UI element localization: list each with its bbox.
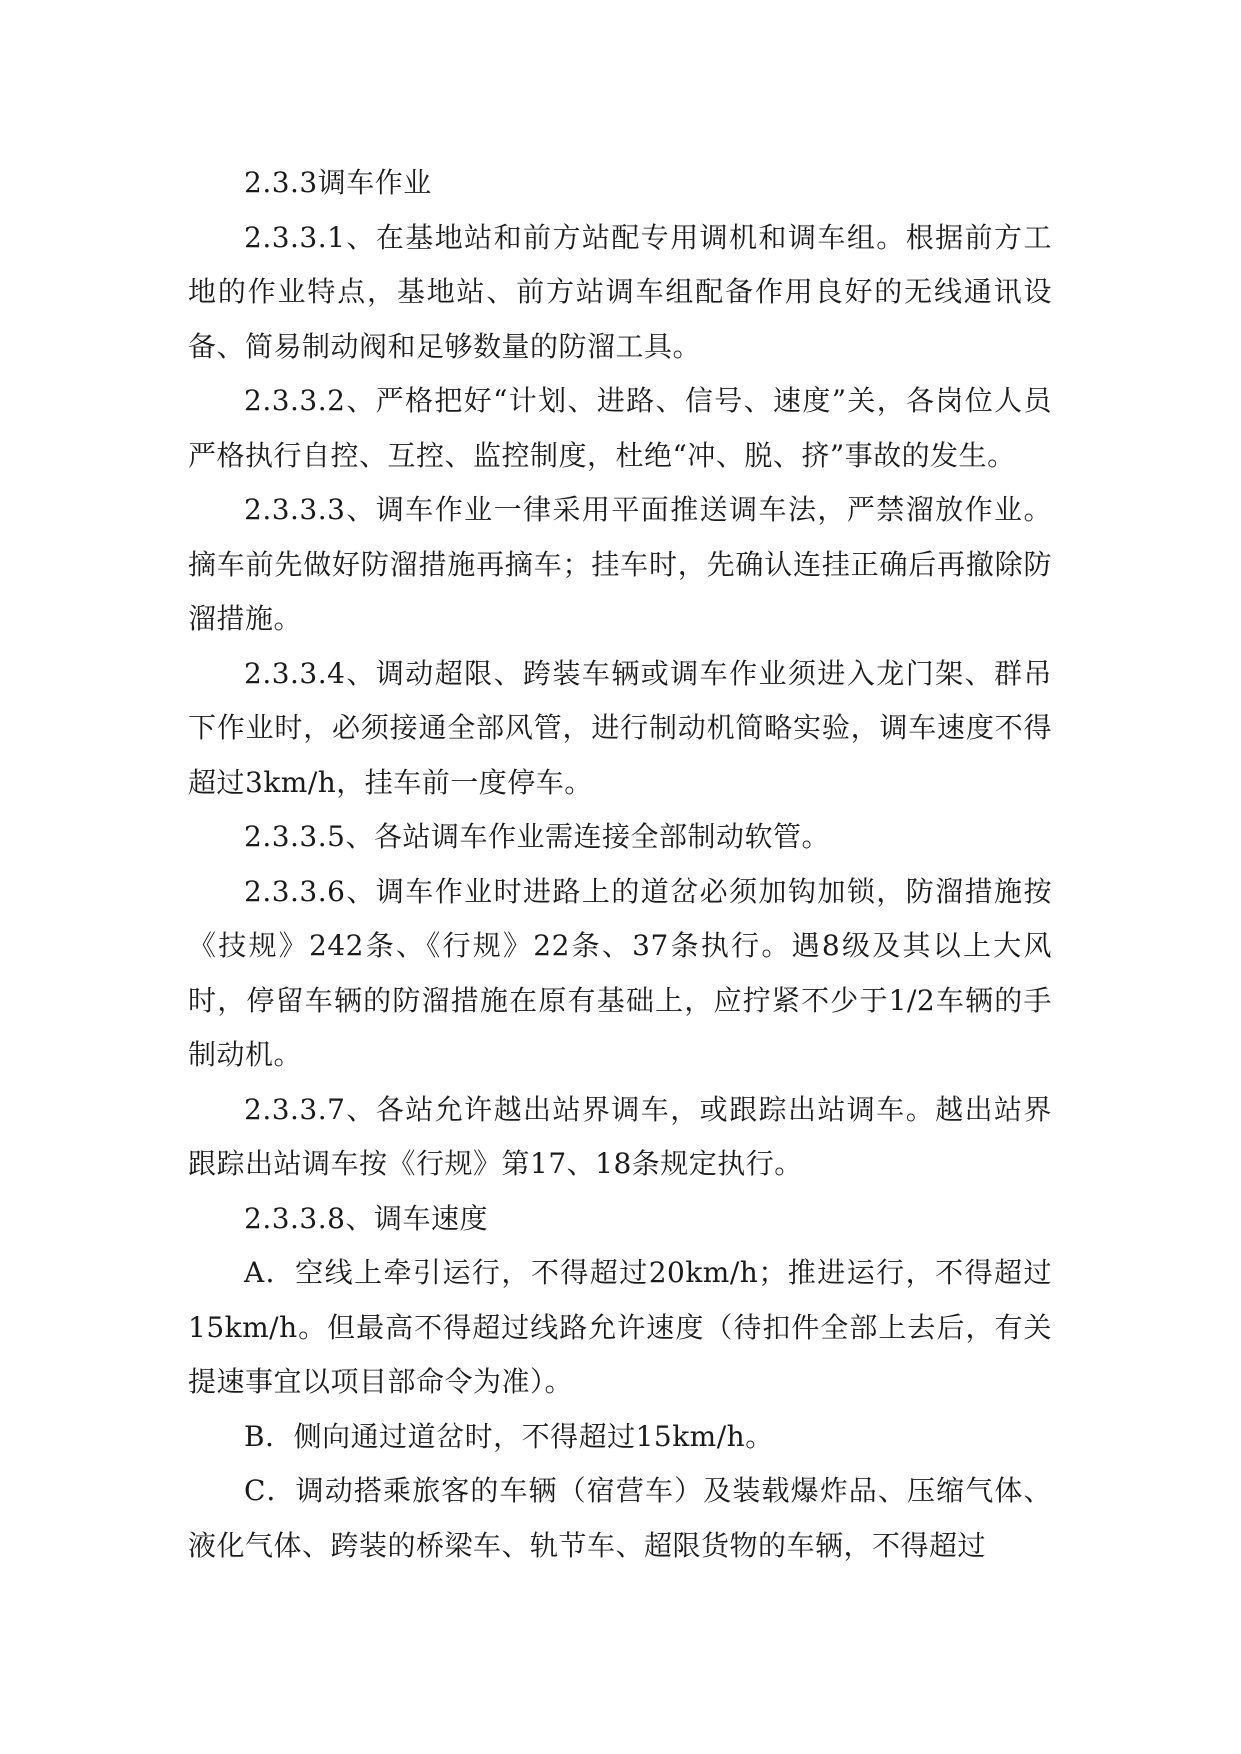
paragraph-2-3-3-5: 2.3.3.5、各站调车作业需连接全部制动软管。 bbox=[244, 820, 830, 853]
document-page bbox=[188, 156, 1052, 1573]
paragraph-2-3-3-1: 2.3.3.1、在基地站和前方站配专用调机和调车组。根据前方工地的作业特点，基地站、前方站调车组配备作用良好的无线通讯设备、简易制动阀和足够数量的防溜工具。 bbox=[188, 220, 1052, 363]
paragraph-2-3-3-4: 2.3.3.4、调动超限、跨装车辆或调车作业须进入龙门架、群吊下作业时，必须接通全部风管，进行制动机简略实验，调车速度不得超过3km/h，挂车前一度停车。 bbox=[188, 656, 1052, 799]
paragraph-2-3-3-7: 2.3.3.7、各站允许越出站界调车，或跟踪出站调车。越出站界跟踪出站调车按《行规》第17、18条规定执行。 bbox=[188, 1092, 1052, 1180]
paragraph-item-b: B．侧向通过道岔时，不得超过15km/h。 bbox=[244, 1419, 774, 1453]
section-heading-2-3-3-8: 2.3.3.8、调车速度 bbox=[244, 1201, 488, 1235]
section-heading-2-3-3: 2.3.3调车作业 bbox=[244, 166, 432, 199]
paragraph-2-3-3-6: 2.3.3.6、调车作业时进路上的道岔必须加钩加锁，防溜措施按《技规》242条、《行规》22条、37条执行。遇8级及其以上大风时，停留车辆的防溜措施在原有基础上，应拧紧不少于1/2车辆的手制动机。 bbox=[188, 874, 1052, 1071]
paragraph-item-a: A．空线上牵引运行，不得超过20km/h；推进运行，不得超过15km/h。但最高不得超过线路允许速度（待扣件全部上去后，有关提速事宜以项目部命令为准）。 bbox=[188, 1256, 1052, 1398]
paragraph-item-c: C．调动搭乘旅客的车辆（宿营车）及装载爆炸品、压缩气体、液化气体、跨装的桥梁车、轨节车、超限货物的车辆，不得超过 bbox=[188, 1474, 1052, 1562]
paragraph-2-3-3-2: 2.3.3.2、严格把好“计划、进路、信号、速度”关，各岗位人员严格执行自控、互控、监控制度，杜绝“冲、脱、挤”事故的发生。 bbox=[188, 384, 1052, 472]
paragraph-2-3-3-3: 2.3.3.3、调车作业一律采用平面推送调车法，严禁溜放作业。摘车前先做好防溜措施再摘车；挂车时，先确认连挂正确后再撤除防溜措施。 bbox=[188, 493, 1052, 635]
